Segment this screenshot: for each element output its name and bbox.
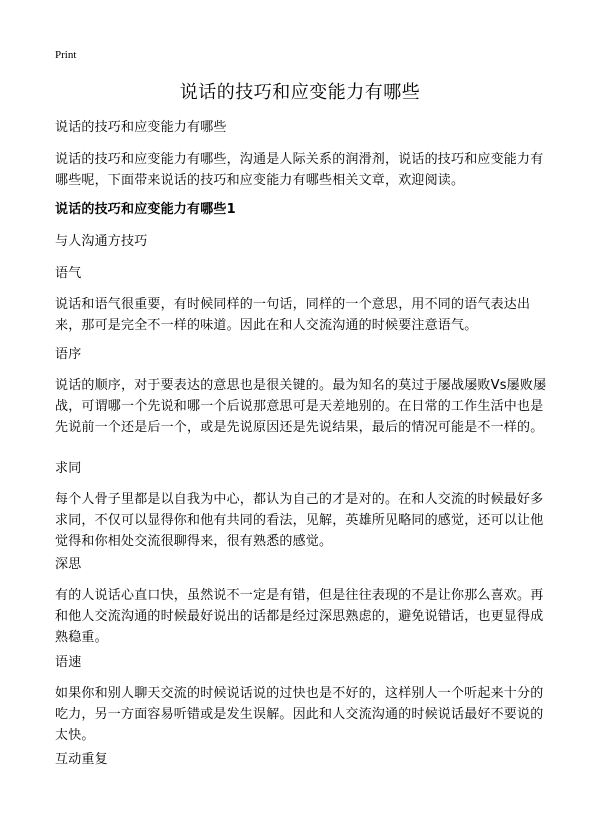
item-text-agreement: 每个人骨子里都是以自我为中心，都认为自己的才是对的。在和人交流的时候最好多求同，不仅可以显得你和他有共同的看法，见解，英雄所见略同的感觉，还可以让他觉得和你相处交流很聊得来，很有熟悉的感觉。 [55, 492, 544, 549]
item-heading-interaction: 互动重复 [55, 752, 108, 767]
item-heading-order: 语序 [55, 347, 82, 362]
item-heading-deliberation: 深思 [55, 557, 82, 572]
print-link[interactable]: Print [55, 49, 77, 61]
subtitle: 说话的技巧和应变能力有哪些 [55, 120, 227, 135]
section-subheading: 与人沟通方技巧 [55, 234, 148, 249]
item-text-speed: 如果你和别人聊天交流的时候说话说的过快也是不好的，这样别人一个听起来十分的吃力，另一方面容易听错或是发生误解。因此和人交流沟通的时候说话最好不要说的太快。 [55, 686, 544, 743]
item-text-tone: 说话和语气很重要，有时候同样的一句话，同样的一个意思，用不同的语气表达出来，那可是完全不一样的味道。因此在和人交流沟通的时候要注意语气。 [55, 297, 531, 333]
item-text-deliberation: 有的人说话心直口快，虽然说不一定是有错，但是往往表现的不是让你那么喜欢。再和他人交流沟通的时候最好说出的话都是经过深思熟虑的，避免说错话，也更显得成熟稳重。 [55, 588, 544, 645]
item-heading-agreement: 求同 [55, 461, 82, 476]
page-title: 说话的技巧和应变能力有哪些 [179, 82, 421, 103]
item-heading-speed: 语速 [55, 655, 82, 670]
item-text-order: 说话的顺序，对于要表达的意思也是很关键的。最为知名的莫过于屡战屡败Vs屡败屡战，可谓哪一个先说和哪一个后说那意思可是天差地别的。在日常的工作生活中也是先说前一个还是后一个，或是先说原因还是先说结果，最后的情况可能是不一样的。 [55, 378, 547, 435]
section-heading: 说话的技巧和应变能力有哪些1 [55, 202, 236, 217]
intro-paragraph: 说话的技巧和应变能力有哪些，沟通是人际关系的润滑剂，说话的技巧和应变能力有哪些呢，下面带来说话的技巧和应变能力有哪些相关文章，欢迎阅读。 [55, 152, 544, 188]
item-heading-tone: 语气 [55, 266, 82, 281]
